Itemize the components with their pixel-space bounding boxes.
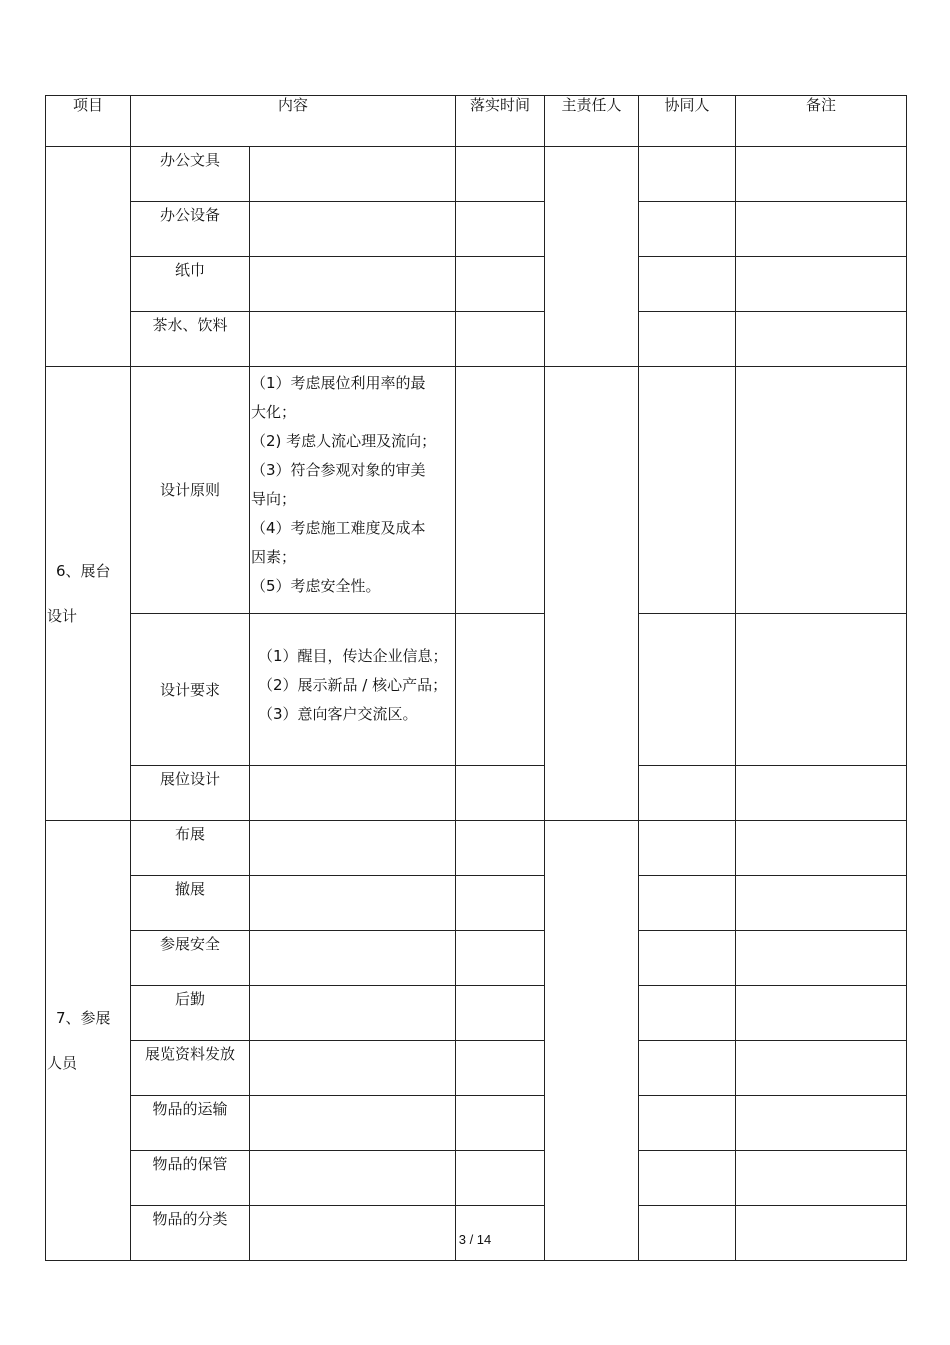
detail-cell	[250, 202, 456, 257]
item-label: 撤展	[131, 876, 250, 931]
item-label: 茶水、饮料	[131, 312, 250, 367]
table-row	[46, 257, 907, 312]
assist-cell	[639, 257, 736, 312]
time-cell	[456, 876, 545, 931]
item-label: 展位设计	[131, 766, 250, 821]
detail-cell	[250, 257, 456, 312]
note-cell	[736, 147, 907, 202]
assist-cell	[639, 202, 736, 257]
lead-cell	[545, 821, 639, 1261]
header-lead: 主责任人	[545, 96, 639, 147]
list-item: （4）考虑施工难度及成本	[251, 519, 426, 537]
principle-list	[250, 367, 456, 614]
note-cell	[736, 202, 907, 257]
assist-cell	[639, 614, 736, 766]
time-cell	[456, 147, 545, 202]
item-label: 参展安全	[131, 931, 250, 986]
list-item: （2）展示新品 / 核心产品；	[258, 676, 448, 694]
time-cell	[456, 986, 545, 1041]
detail-cell	[250, 1096, 456, 1151]
header-note: 备注	[736, 96, 907, 147]
lead-cell	[545, 367, 639, 821]
item-label: 物品的运输	[131, 1096, 250, 1151]
time-cell	[456, 257, 545, 312]
time-cell	[456, 1151, 545, 1206]
note-cell	[736, 257, 907, 312]
table-row	[46, 312, 907, 367]
detail-cell	[250, 312, 456, 367]
table-row	[46, 1151, 907, 1206]
time-cell	[456, 614, 545, 766]
table-row	[46, 876, 907, 931]
project-label-line1: 6、展台	[56, 561, 111, 580]
detail-cell	[250, 931, 456, 986]
detail-cell	[250, 821, 456, 876]
table-row	[46, 1041, 907, 1096]
note-cell	[736, 1151, 907, 1206]
note-cell	[736, 766, 907, 821]
time-cell	[456, 1096, 545, 1151]
assist-cell	[639, 821, 736, 876]
header-project: 项目	[46, 96, 131, 147]
item-label: 设计要求	[131, 614, 250, 766]
list-item: （1）醒目，传达企业信息；	[258, 647, 448, 665]
table-row	[46, 147, 907, 202]
project-label-line1: 7、参展	[56, 1008, 111, 1027]
assist-cell	[639, 766, 736, 821]
detail-cell	[250, 1151, 456, 1206]
table-row	[46, 1096, 907, 1151]
note-cell	[736, 312, 907, 367]
detail-cell	[250, 986, 456, 1041]
list-item: （2) 考虑人流心理及流向；	[251, 432, 437, 450]
project-cell-booth-design	[46, 367, 131, 821]
time-cell	[456, 312, 545, 367]
table-row	[46, 367, 907, 614]
note-cell	[736, 614, 907, 766]
assist-cell	[639, 1151, 736, 1206]
project-cell-empty	[46, 147, 131, 367]
assist-cell	[639, 1041, 736, 1096]
assist-cell	[639, 876, 736, 931]
page-number: 3 / 14	[458, 1232, 492, 1247]
assist-cell	[639, 986, 736, 1041]
list-item: （1）考虑展位利用率的最	[251, 374, 426, 392]
item-label: 物品的保管	[131, 1151, 250, 1206]
note-cell	[736, 367, 907, 614]
time-cell	[456, 821, 545, 876]
list-item: （3）意向客户交流区。	[258, 705, 418, 723]
lead-cell	[545, 147, 639, 367]
table-row	[46, 931, 907, 986]
detail-cell	[250, 876, 456, 931]
requirement-list	[250, 614, 456, 766]
project-cell-staff	[46, 821, 131, 1261]
list-item: 导向；	[251, 490, 297, 508]
assist-cell	[639, 312, 736, 367]
header-time: 落实时间	[456, 96, 545, 147]
note-cell	[736, 876, 907, 931]
detail-cell	[250, 1041, 456, 1096]
list-item: （3）符合参观对象的审美	[251, 461, 426, 479]
header-content: 内容	[131, 96, 456, 147]
time-cell	[456, 766, 545, 821]
table-row	[46, 821, 907, 876]
time-cell	[456, 202, 545, 257]
header-assist: 协同人	[639, 96, 736, 147]
assist-cell	[639, 1096, 736, 1151]
item-label: 办公设备	[131, 202, 250, 257]
table-row	[46, 614, 907, 766]
note-cell	[736, 986, 907, 1041]
note-cell	[736, 931, 907, 986]
time-cell	[456, 367, 545, 614]
table-row	[46, 202, 907, 257]
item-label: 物品的分类	[131, 1206, 250, 1261]
item-label: 设计原则	[131, 367, 250, 614]
project-label-line2: 设计	[47, 606, 78, 625]
item-label: 展览资料发放	[131, 1041, 250, 1096]
list-item: （5）考虑安全性。	[251, 577, 381, 595]
table-row	[46, 766, 907, 821]
detail-cell	[250, 766, 456, 821]
assist-cell	[639, 147, 736, 202]
list-item: 大化；	[251, 403, 297, 421]
list-item: 因素；	[251, 548, 297, 566]
header-row	[46, 96, 907, 147]
table-row	[46, 986, 907, 1041]
assist-cell	[639, 367, 736, 614]
plan-table	[45, 95, 907, 1261]
item-label: 后勤	[131, 986, 250, 1041]
note-cell	[736, 821, 907, 876]
time-cell	[456, 1041, 545, 1096]
note-cell	[736, 1096, 907, 1151]
note-cell	[736, 1041, 907, 1096]
project-label-line2: 人员	[47, 1053, 78, 1072]
item-label: 布展	[131, 821, 250, 876]
item-label: 办公文具	[131, 147, 250, 202]
item-label: 纸巾	[131, 257, 250, 312]
detail-cell	[250, 147, 456, 202]
time-cell	[456, 931, 545, 986]
assist-cell	[639, 931, 736, 986]
